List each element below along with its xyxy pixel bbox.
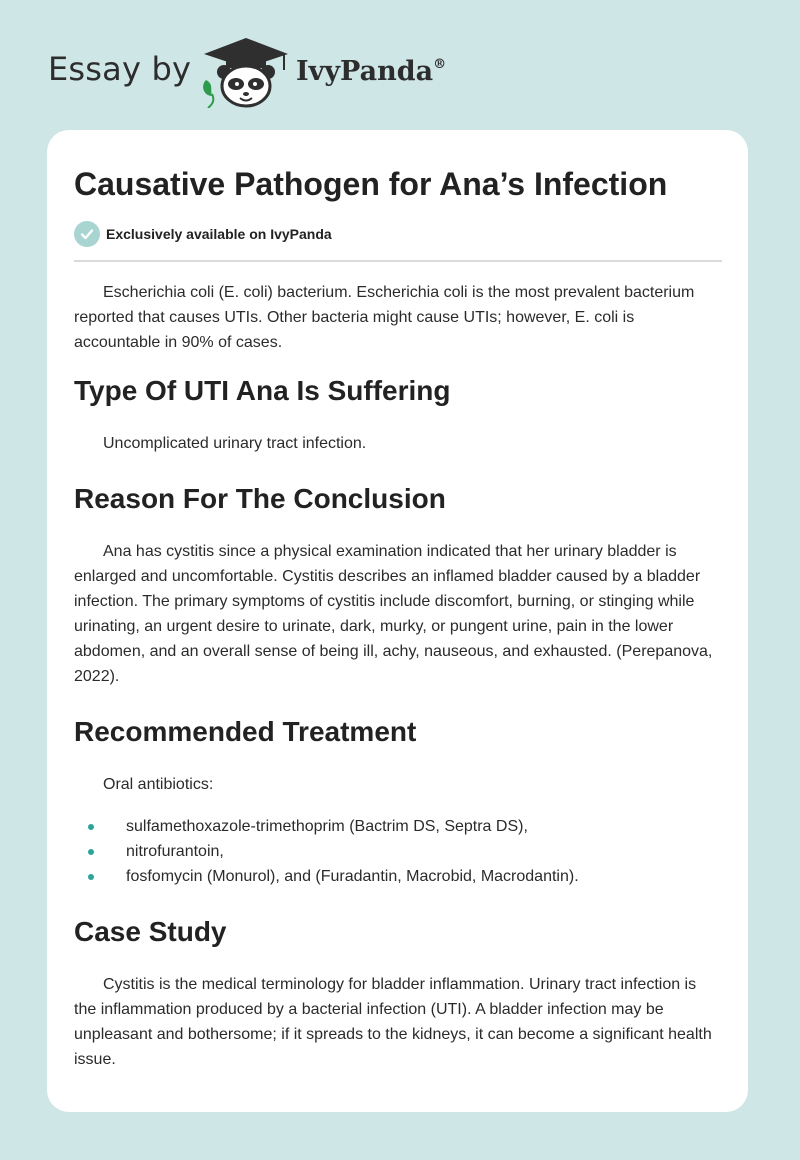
bullet-icon xyxy=(88,824,94,830)
panda-graduate-logo-icon[interactable] xyxy=(200,36,292,108)
heading-recommended-treatment: Recommended Treatment xyxy=(74,716,417,747)
list-item: nitrofurantoin, xyxy=(74,839,722,864)
site-header xyxy=(48,34,508,114)
paragraph-conclusion-reason: Ana has cystitis since a physical examination indicated that her urinary bladder is enlarged and uncomfortable. Cystitis describes an inflamed bladder caused by a bladder infection. The primary symptoms of cystitis include discomfort, burning, or stinging while urinating, an urgent desire to urinate, dark, murky, or pungent urine, pain in the lower abdomen, and an overall sense of being ill, achy, nauseous, and exhausted. (Perepanova, 2022). xyxy=(74,543,713,685)
heading-uti-type: Type Of UTI Ana Is Suffering xyxy=(74,375,451,406)
title-divider xyxy=(74,260,722,262)
heading-case-study: Case Study xyxy=(74,916,227,947)
paragraph-pathogen: Escherichia coli (E. coli) bacterium. Escherichia coli is the most prevalent bacterium reported that causes UTIs. Other bacteria might cause UTIs; however, E. coli is accountable in 90% of cases. xyxy=(74,284,695,351)
article-content xyxy=(74,164,722,1072)
exclusive-label: Exclusively available on IvyPanda xyxy=(106,226,332,242)
list-item: sulfamethoxazole-trimethoprim (Bactrim DS, Septra DS), xyxy=(74,814,722,839)
brand-name[interactable]: IvyPanda® xyxy=(296,56,447,87)
article-title: Causative Pathogen for Ana’s Infection xyxy=(74,166,668,202)
check-icon xyxy=(74,221,100,247)
exclusive-badge xyxy=(74,220,722,248)
article-card xyxy=(47,130,748,1112)
trademark-symbol: ® xyxy=(433,57,447,72)
paragraph-treatment-intro: Oral antibiotics: xyxy=(103,776,214,793)
treatment-list xyxy=(74,814,722,889)
list-item: fosfomycin (Monurol), and (Furadantin, Macrobid, Macrodantin). xyxy=(74,864,722,889)
paragraph-case-study: Cystitis is the medical terminology for bladder inflammation. Urinary tract infection is the inflammation produced by a bacterial infection (UTI). A bladder infection may be unpleasant and bothersome; if it spreads to the kidneys, it can become a significant health issue. xyxy=(74,976,712,1068)
heading-conclusion-reason: Reason For The Conclusion xyxy=(74,483,446,514)
bullet-icon xyxy=(88,849,94,855)
paragraph-uti-type: Uncomplicated urinary tract infection. xyxy=(103,435,367,452)
essay-by-label: Essay by xyxy=(48,50,192,88)
bullet-icon xyxy=(88,874,94,880)
